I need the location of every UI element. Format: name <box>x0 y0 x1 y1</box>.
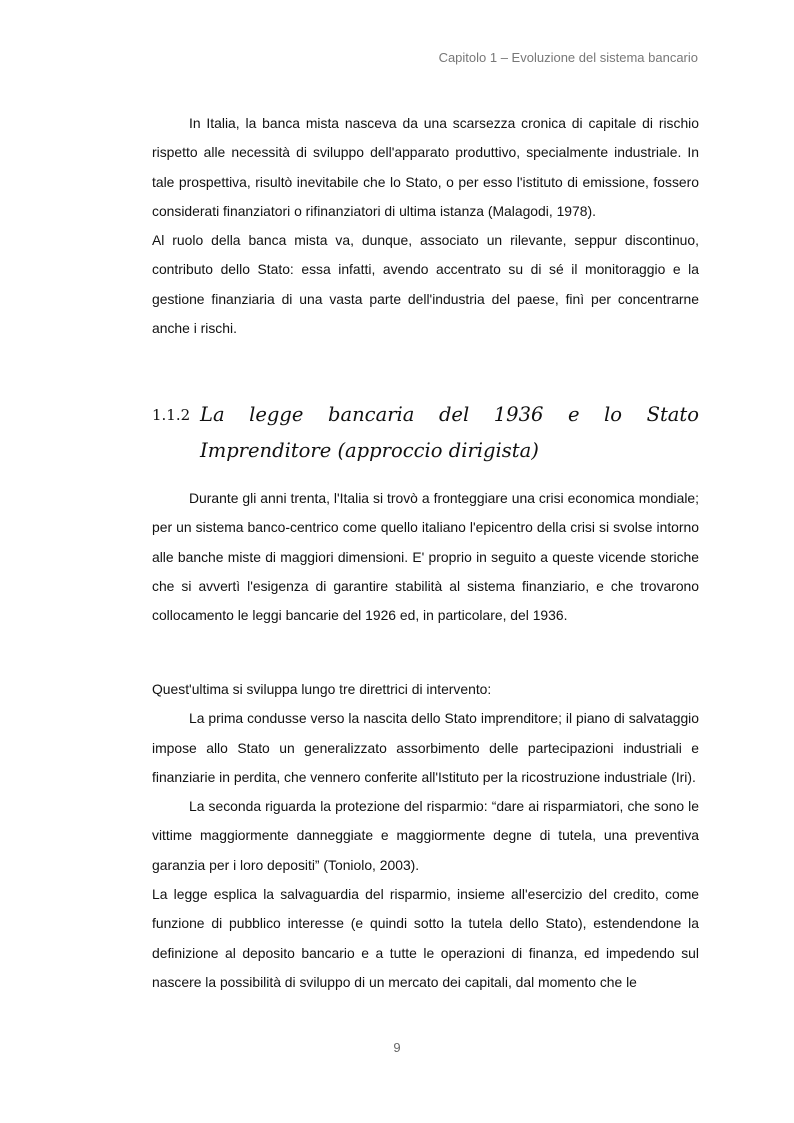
section-title: La legge bancaria del 1936 e lo Stato Imprenditore (approccio dirigista) <box>200 403 699 462</box>
body-paragraph-2: Quest'ultima si sviluppa lungo tre direttrici di intervento: <box>152 681 492 697</box>
intro-section <box>152 109 699 343</box>
body-paragraph-5: La legge esplica la salvaguardia del risparmio, insieme all'esercizio del credito, come funzione di pubblico interesse (e quindi sotto la tutela dello Stato), estendendone la definizione al deposito bancario e a tutte le operazioni di finanza, ed impedendo sul nascere la possibilità di sviluppo di un mercato dei capitali, dal momento che le <box>152 886 699 990</box>
body-paragraph-1: Durante gli anni trenta, l'Italia si trovò a fronteggiare una crisi economica mondiale; per un sistema banco-centrico come quello italiano l'epicentro della crisi si svolse intorno alle banche miste di maggiori dimensioni. E' proprio in seguito a queste vicende storiche che si avvertì l'esigenza di garantire stabilità al sistema finanziario, e che trovarono collocamento le leggi bancarie del 1926 ed, in particolare, del 1936. <box>152 490 699 624</box>
section-body-part-2 <box>152 675 699 997</box>
intro-paragraph-1: In Italia, la banca mista nasceva da una scarsezza cronica di capitale di rischio rispetto alle necessità di sviluppo dell'apparato produttivo, specialmente industriale. In tale prospettiva, risultò inevitabile che lo Stato, o per esso l'istituto di emissione, fossero considerati finanziatori o rifinanziatori di ultima istanza (Malagodi, 1978). <box>152 115 699 219</box>
section-number: 1.1.2 <box>152 406 191 424</box>
body-paragraph-3: La prima condusse verso la nascita dello Stato imprenditore; il piano di salvataggio impose allo Stato un generalizzato assorbimento delle partecipazioni industriali e finanziarie in perdita, che vennero conferite all'Istituto per la ricostruzione industriale (Iri). <box>152 710 699 785</box>
intro-paragraph-2: Al ruolo della banca mista va, dunque, associato un rilevante, seppur discontinuo, contributo dello Stato: essa infatti, avendo accentrato su di sé il monitoraggio e la gestione finanziaria di una vasta parte dell'industria del paese, finì per concentrarne anche i rischi. <box>152 232 699 337</box>
running-header: Capitolo 1 – Evoluzione del sistema bancario <box>438 50 698 65</box>
section-body-part-1 <box>152 484 699 630</box>
body-paragraph-4: La seconda riguarda la protezione del risparmio: “dare ai risparmiatori, che sono le vittime maggiormente danneggiate e maggiormente degne di tutela, una preventiva garanzia per i loro depositi” (Toniolo, 2003). <box>152 798 699 873</box>
section-heading <box>152 397 699 469</box>
page-number: 9 <box>393 1040 401 1055</box>
